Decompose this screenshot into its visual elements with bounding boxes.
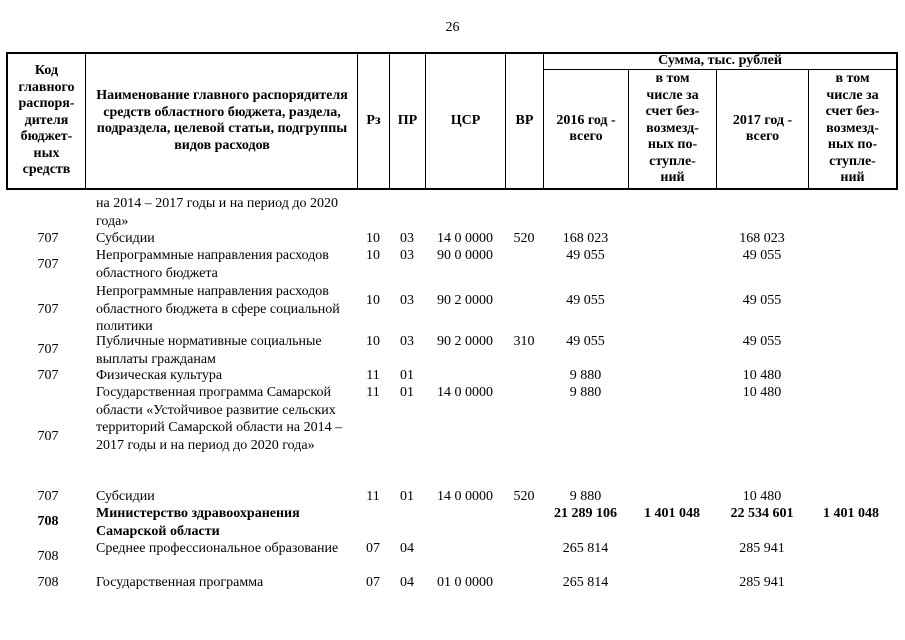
header-pr: ПР (397, 112, 418, 128)
row-code: 707 (37, 302, 59, 317)
row-sum-2016: 49 055 (566, 248, 605, 263)
row-sum-2017: 168 023 (739, 231, 785, 246)
header-2016-free: в том числе за счет без-возмезд-ных по-ступле-ний (645, 71, 700, 186)
row-csr: 90 2 0000 (437, 293, 493, 308)
row-sum-2016: 49 055 (566, 293, 605, 308)
row-rz: 10 (366, 334, 380, 349)
row-name: Непрограммные направления расходов областного бюджета в сфере социальной политики (96, 284, 340, 334)
row-pr: 01 (400, 489, 414, 504)
row-sum-2016: 21 289 106 (554, 506, 617, 521)
row-sum-2016: 168 023 (562, 231, 609, 246)
row-code: 707 (37, 429, 59, 444)
row-pr: 01 (400, 385, 414, 400)
row-sum-2017: 10 480 (742, 385, 782, 400)
row-rz: 10 (366, 231, 380, 246)
header-vr: ВР (515, 112, 534, 128)
row-rz: 10 (366, 248, 380, 263)
row-rz: 07 (366, 575, 380, 590)
row-sum-2016: 9 880 (569, 368, 602, 383)
row-csr: 14 0 0000 (437, 231, 493, 246)
row-vr: 310 (513, 334, 535, 349)
row-pr: 04 (400, 541, 414, 556)
row-pr: 03 (400, 334, 414, 349)
row-name: Непрограммные направления расходов областного бюджета (96, 248, 329, 281)
row-name: Субсидии (96, 489, 155, 504)
row-name: Министерство здравоохранения Самарской области (96, 506, 300, 539)
row-sum-2017: 10 480 (742, 368, 782, 383)
row-sum-2017: 49 055 (742, 293, 782, 308)
row-sum-2017: 49 055 (742, 334, 782, 349)
row-rz: 10 (366, 293, 380, 308)
row-csr: 01 0 0000 (437, 575, 493, 590)
header-rz: Рз (366, 112, 381, 128)
row-name: Физическая культура (96, 368, 223, 383)
row-rz: 11 (366, 368, 380, 383)
row-name: Государственная программа (96, 575, 264, 590)
row-vr: 520 (513, 489, 535, 504)
row-pr: 03 (400, 248, 414, 263)
row-rz: 07 (366, 541, 380, 556)
row-sum-2016: 265 814 (562, 541, 609, 556)
row-rz: 11 (366, 385, 380, 400)
row-pr: 03 (400, 231, 414, 246)
header-name: Наименование главного распорядителя средств областного бюджета, раздела, подраздела, целевой статьи, подгруппы видов расходов (96, 88, 348, 153)
row-name: на 2014 – 2017 годы и на период до 2020 года» (96, 196, 338, 229)
row-sum-2017: 285 941 (739, 541, 785, 556)
row-sum-2016: 265 814 (562, 575, 609, 590)
row-csr: 14 0 0000 (437, 385, 493, 400)
header-csr: ЦСР (450, 112, 481, 128)
row-code: 707 (37, 489, 59, 504)
row-pr: 04 (400, 575, 414, 590)
row-free-2017: 1 401 048 (823, 506, 879, 521)
table-header (6, 52, 898, 192)
row-sum-2016: 9 880 (569, 489, 602, 504)
row-code: 707 (37, 342, 59, 357)
row-pr: 03 (400, 293, 414, 308)
row-vr: 520 (513, 231, 535, 246)
row-name: Среднее профессиональное образование (96, 541, 339, 556)
row-rz: 11 (366, 489, 380, 504)
header-sum: Сумма, тыс. рублей (658, 52, 782, 68)
row-csr: 90 0 0000 (437, 248, 493, 263)
row-pr: 01 (400, 368, 414, 383)
row-sum-2017: 10 480 (742, 489, 782, 504)
row-code: 708 (37, 549, 59, 564)
row-sum-2017: 22 534 601 (730, 506, 794, 521)
header-2017-total: 2017 год - всего (732, 112, 793, 144)
header-2017-free: в том числе за счет без-возмезд-ных по-ступле-ний (825, 71, 880, 186)
row-code: 707 (37, 368, 59, 383)
row-name: Публичные нормативные социальные выплаты гражданам (96, 334, 322, 367)
row-sum-2016: 49 055 (566, 334, 605, 349)
row-sum-2016: 9 880 (569, 385, 602, 400)
row-name: Государственная программа Самарской области «Устойчивое развитие сельских территорий Самарской области на 2014 – 2017 годы и на период до 2020 года» (96, 385, 343, 453)
row-code: 708 (37, 514, 59, 529)
row-csr: 90 2 0000 (437, 334, 493, 349)
row-csr: 14 0 0000 (437, 489, 493, 504)
row-sum-2017: 285 941 (739, 575, 785, 590)
page-number: 26 (445, 20, 460, 35)
row-code: 707 (37, 257, 59, 272)
row-sum-2017: 49 055 (742, 248, 782, 263)
header-code: Код главного распоря-дителя бюджет-ных средств (18, 63, 75, 178)
row-code: 707 (37, 231, 59, 246)
row-free-2016: 1 401 048 (644, 506, 700, 521)
row-code: 708 (37, 575, 59, 590)
header-2016-total: 2016 год - всего (556, 112, 616, 144)
row-name: Субсидии (96, 231, 155, 246)
